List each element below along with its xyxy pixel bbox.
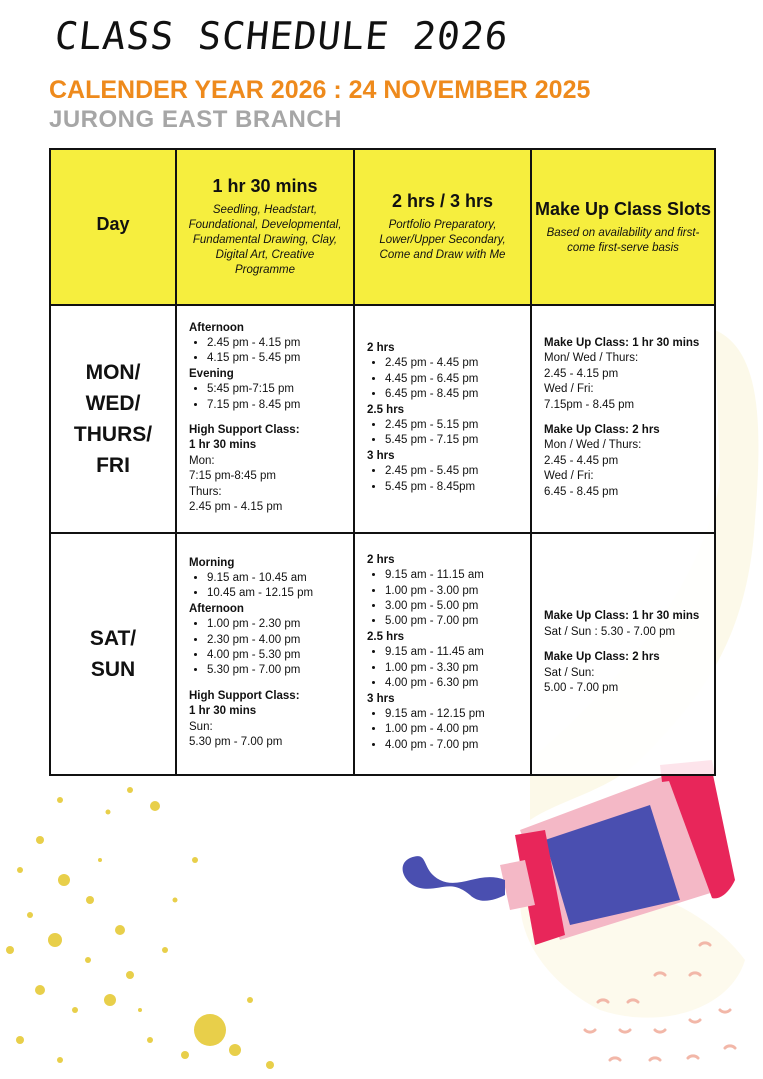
schedule-table <box>49 148 716 776</box>
time-slot: • 1.00 pm - 2.30 pm <box>207 617 343 632</box>
makeup-line: 2.45 - 4.45 pm <box>544 454 619 467</box>
time-slot: • 5:45 pm-7:15 pm <box>207 382 343 397</box>
makeup-line: 2.45 - 4.15 pm <box>544 367 619 380</box>
day-label-line: SAT/ <box>89 627 137 650</box>
time-slot: • 1.00 pm - 4.00 pm <box>385 722 520 737</box>
time-slot: • 5.45 pm - 8.45pm <box>385 480 520 495</box>
makeup-block <box>544 609 704 640</box>
slot-group-title: 2 hrs <box>367 341 395 354</box>
time-slot: • 4.00 pm - 5.30 pm <box>207 648 343 663</box>
schedule-row <box>50 533 715 775</box>
makeup-block <box>544 423 704 500</box>
time-slot: • 9.15 am - 11.15 am <box>385 568 520 583</box>
schedule-row <box>50 305 715 533</box>
short-class-cell <box>176 533 354 775</box>
high-support-title: High Support Class: <box>189 689 300 702</box>
time-slot: • 2.45 pm - 4.45 pm <box>385 356 520 371</box>
makeup-block <box>544 650 704 696</box>
slot-group-title: 2 hrs <box>367 553 395 566</box>
time-slot: • 9.15 am - 10.45 am <box>207 571 343 586</box>
time-slot: • 1.00 pm - 3.00 pm <box>385 584 520 599</box>
column-header-short <box>176 149 354 305</box>
column-title: Make Up Class Slots <box>534 198 712 219</box>
time-slot: • 2.45 pm - 5.15 pm <box>385 418 520 433</box>
high-support-line: Mon: <box>189 454 215 467</box>
time-slot-list <box>367 645 520 691</box>
slot-group-title: 3 hrs <box>367 692 395 705</box>
day-label-line: FRI <box>96 454 130 477</box>
high-support-line: 5.30 pm - 7.00 pm <box>189 736 283 749</box>
high-support-line: 7:15 pm-8:45 pm <box>189 470 276 483</box>
column-title: Day <box>96 213 130 234</box>
high-support-duration: 1 hr 30 mins <box>189 705 257 718</box>
column-header-day <box>50 149 176 305</box>
time-slot-list <box>367 464 520 495</box>
long-class-cell <box>354 533 531 775</box>
high-support-line: 2.45 pm - 4.15 pm <box>189 501 283 514</box>
makeup-class-cell <box>531 305 715 533</box>
time-slot: • 1.00 pm - 3.30 pm <box>385 661 520 676</box>
day-label-line: SUN <box>90 658 136 681</box>
time-slot: • 5.00 pm - 7.00 pm <box>385 614 520 629</box>
makeup-class-cell <box>531 533 715 775</box>
makeup-block <box>544 336 704 413</box>
page-subtitle: CALENDER YEAR 2026 : 24 NOVEMBER 2025 <box>49 76 591 104</box>
high-support-block <box>189 689 343 751</box>
time-slot-list <box>367 707 520 753</box>
makeup-line: 7.15pm - 8.45 pm <box>544 398 635 411</box>
slot-group-title: 2.5 hrs <box>367 403 405 416</box>
makeup-line: Sat / Sun : 5.30 - 7.00 pm <box>544 625 676 638</box>
makeup-line: Mon/ Wed / Thurs: <box>544 352 639 365</box>
makeup-title: Make Up Class: 2 hrs <box>544 651 660 664</box>
column-header-makeup <box>531 149 715 305</box>
time-slot-list <box>367 568 520 630</box>
time-slot: • 2.30 pm - 4.00 pm <box>207 633 343 648</box>
time-slot: • 4.45 pm - 6.45 pm <box>385 372 520 387</box>
time-slot: • 5.45 pm - 7.15 pm <box>385 433 520 448</box>
time-slot-list <box>189 382 343 413</box>
column-description: Portfolio Preparatory, Lower/Upper Secondary, Come and Draw with Me <box>379 219 506 261</box>
makeup-line: Wed / Fri: <box>544 383 594 396</box>
high-support-line: Thurs: <box>189 485 222 498</box>
high-support-block <box>189 423 343 515</box>
slot-group-title: Afternoon <box>189 602 244 615</box>
column-description: Based on availability and first-come first-serve basis <box>546 226 700 254</box>
time-slot-list <box>189 571 343 602</box>
makeup-line: 6.45 - 8.45 pm <box>544 485 619 498</box>
makeup-title: Make Up Class: 1 hr 30 mins <box>544 610 700 623</box>
time-slot: • 6.45 pm - 8.45 pm <box>385 387 520 402</box>
makeup-title: Make Up Class: 1 hr 30 mins <box>544 336 700 349</box>
day-label-line: MON/ <box>85 361 141 384</box>
paint-swirl <box>403 856 505 901</box>
time-slot: • 4.00 pm - 7.00 pm <box>385 738 520 753</box>
time-slot: • 2.45 pm - 4.15 pm <box>207 336 343 351</box>
short-class-cell <box>176 305 354 533</box>
time-slot-list <box>367 418 520 449</box>
long-class-cell <box>354 305 531 533</box>
makeup-line: Sat / Sun: <box>544 666 595 679</box>
column-title: 2 hrs / 3 hrs <box>391 191 494 211</box>
high-support-line: Sun: <box>189 720 213 733</box>
page-title: CLASS SCHEDULE 2026 <box>52 14 511 58</box>
high-support-title: High Support Class: <box>189 424 300 436</box>
makeup-line: Wed / Fri: <box>544 470 594 483</box>
day-cell <box>50 305 176 533</box>
time-slot: • 10.45 am - 12.15 pm <box>207 586 343 601</box>
slot-group-title: Evening <box>189 367 234 380</box>
high-support-duration: 1 hr 30 mins <box>189 439 257 452</box>
slot-group-title: 2.5 hrs <box>367 630 405 643</box>
day-cell <box>50 533 176 775</box>
time-slot: • 3.00 pm - 5.00 pm <box>385 599 520 614</box>
makeup-title: Make Up Class: 2 hrs <box>544 424 660 436</box>
header-row <box>50 149 715 305</box>
time-slot: • 4.00 pm - 6.30 pm <box>385 676 520 691</box>
time-slot: • 9.15 am - 12.15 pm <box>385 707 520 722</box>
makeup-line: Mon / Wed / Thurs: <box>544 439 642 452</box>
column-description: Seedling, Headstart, Foundational, Developmental, Fundamental Drawing, Clay, Digital Art, Creative Programme <box>188 204 342 276</box>
time-slot-list <box>189 336 343 367</box>
time-slot-list <box>189 617 343 679</box>
slot-group-title: Morning <box>189 556 235 569</box>
time-slot: • 5.30 pm - 7.00 pm <box>207 663 343 678</box>
column-header-long <box>354 149 531 305</box>
branch-name: JURONG EAST BRANCH <box>49 106 343 133</box>
time-slot-list <box>367 356 520 402</box>
time-slot: • 4.15 pm - 5.45 pm <box>207 351 343 366</box>
day-label-line: WED/ <box>85 392 141 415</box>
time-slot: • 2.45 pm - 5.45 pm <box>385 464 520 479</box>
time-slot: • 7.15 pm - 8.45 pm <box>207 398 343 413</box>
makeup-line: 5.00 - 7.00 pm <box>544 682 619 695</box>
time-slot: • 9.15 am - 11.45 am <box>385 645 520 660</box>
column-title: 1 hr 30 mins <box>212 176 318 196</box>
slot-group-title: 3 hrs <box>367 449 395 462</box>
day-label-line: THURS/ <box>73 423 153 446</box>
slot-group-title: Afternoon <box>189 321 244 334</box>
